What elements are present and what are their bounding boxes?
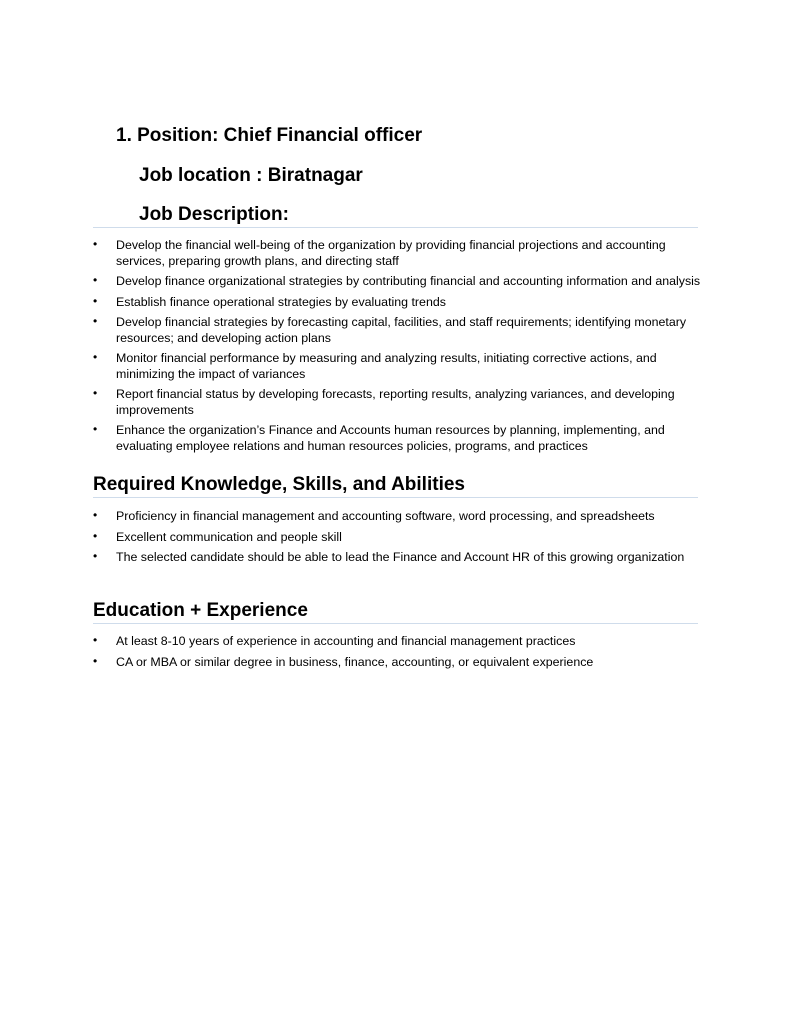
bullet-icon: • bbox=[93, 314, 98, 328]
education-heading: Education + Experience bbox=[93, 600, 308, 621]
education-list bbox=[93, 634, 703, 675]
divider-skills bbox=[93, 497, 698, 498]
list-item: • Enhance the organization’s Finance and Accounts human resources by planning, implementing, and evaluating employee relations and human resources policies, programs, and practices bbox=[93, 422, 665, 453]
list-item: • The selected candidate should be able to lead the Finance and Account HR of this growing organization bbox=[93, 549, 685, 564]
list-item: • At least 8-10 years of experience in accounting and financial management practices bbox=[93, 633, 576, 648]
job-location-heading: Job location : Biratnagar bbox=[139, 165, 363, 186]
bullet-icon: • bbox=[93, 273, 98, 287]
bullet-icon: • bbox=[93, 350, 98, 364]
bullet-icon: • bbox=[93, 549, 98, 563]
list-item: • Establish finance operational strategies by evaluating trends bbox=[93, 293, 446, 309]
list-item: • CA or MBA or similar degree in business, finance, accounting, or equivalent experience bbox=[93, 653, 594, 669]
list-item: • Develop finance organizational strategies by contributing financial and accounting information and analysis bbox=[93, 273, 701, 288]
list-item: • Monitor financial performance by measuring and analyzing results, initiating corrective actions, and minimizing the impact of variances bbox=[93, 350, 657, 381]
bullet-icon: • bbox=[93, 508, 98, 522]
list-item: • Develop financial strategies by forecasting capital, facilities, and staff requirements; identifying monetary resources; and developing action plans bbox=[93, 314, 687, 345]
bullet-icon: • bbox=[93, 528, 98, 543]
job-description-heading: Job Description: bbox=[139, 204, 289, 225]
bullet-icon: • bbox=[93, 237, 98, 251]
bullet-icon: • bbox=[93, 633, 98, 647]
list-item: • Proficiency in financial management and accounting software, word processing, and spreadsheets bbox=[93, 508, 655, 523]
bullet-icon: • bbox=[93, 386, 98, 400]
job-description-list bbox=[93, 238, 703, 459]
list-item: • Report financial status by developing forecasts, reporting results, analyzing variances, and developing improvements bbox=[93, 386, 675, 417]
list-item: • Excellent communication and people skill bbox=[93, 528, 342, 544]
bullet-icon: • bbox=[93, 653, 98, 668]
list-item: • Develop the financial well-being of the organization by providing financial projections and accounting services, preparing growth plans, and directing staff bbox=[93, 237, 666, 268]
skills-heading: Required Knowledge, Skills, and Abilities bbox=[93, 474, 465, 495]
position-heading: 1. Position: Chief Financial officer bbox=[116, 125, 423, 146]
bullet-icon: • bbox=[93, 293, 98, 308]
divider-education bbox=[93, 623, 698, 624]
divider-job-description bbox=[93, 227, 698, 228]
bullet-icon: • bbox=[93, 422, 98, 436]
skills-list bbox=[93, 509, 703, 571]
